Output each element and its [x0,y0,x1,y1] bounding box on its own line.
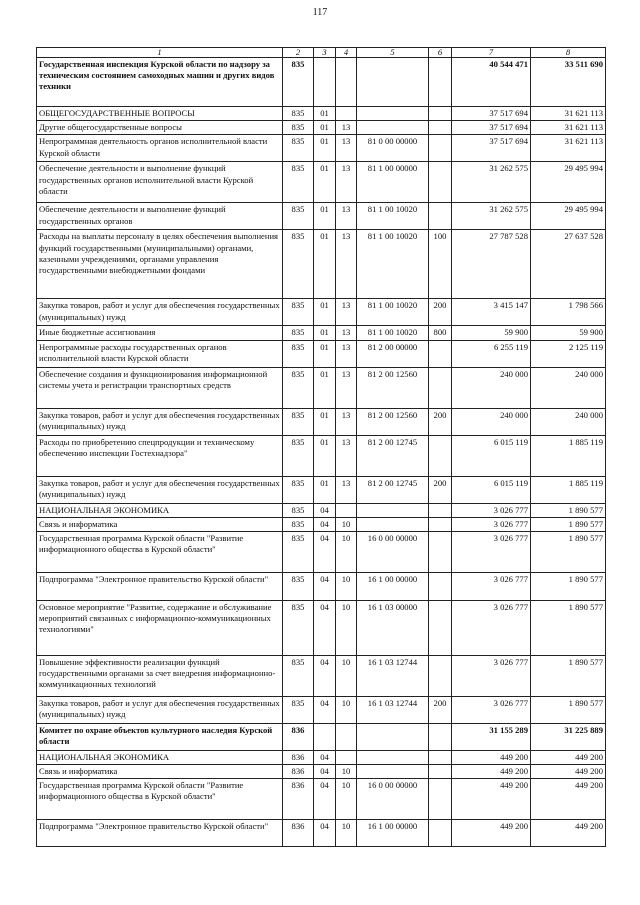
cell-sum-year2: 449 200 [531,750,606,764]
cell-sum-year2: 1 890 577 [531,531,606,572]
table-row [37,765,606,779]
cell-podrazdel: 13 [336,203,357,230]
cell-grbs: 836 [283,723,314,750]
cell-sum-year1: 3 026 777 [452,696,531,723]
cell-name: Закупка товаров, работ и услуг для обеспечения государственных (муниципальных) нужд [37,299,283,326]
cell-grbs: 835 [283,435,314,476]
cell-grbs: 835 [283,531,314,572]
cell-sum-year1: 37 517 694 [452,107,531,121]
cell-vr [429,531,452,572]
cell-podrazdel: 13 [336,476,357,503]
cell-name: Расходы на выплаты персоналу в целях обеспечения выполнения функций государственными (муниципальными) органами, казенными учреждениями, органами управления государственными внебюджетными фондами [37,230,283,299]
cell-name: Комитет по охране объектов культурного наследия Курской области [37,723,283,750]
cell-csr: 81 0 00 00000 [357,135,429,162]
cell-grbs: 835 [283,107,314,121]
cell-sum-year2: 449 200 [531,779,606,820]
cell-podrazdel [336,107,357,121]
cell-sum-year1: 31 262 575 [452,203,531,230]
table-row [37,655,606,696]
table-row [37,107,606,121]
cell-razdel: 01 [314,107,336,121]
cell-sum-year2: 2 125 119 [531,340,606,367]
header-cell: 6 [429,48,452,58]
cell-name: Закупка товаров, работ и услуг для обеспечения государственных (муниципальных) нужд [37,476,283,503]
cell-name: Расходы по приобретению спецпродукции и техническому обеспечению инспекции Гостехнадзора" [37,435,283,476]
cell-sum-year1: 3 026 777 [452,531,531,572]
cell-razdel: 01 [314,408,336,435]
table-row [37,820,606,847]
cell-sum-year1: 449 200 [452,820,531,847]
cell-vr [429,121,452,135]
table-row [37,162,606,203]
cell-vr [429,723,452,750]
cell-vr [429,820,452,847]
cell-podrazdel [336,58,357,107]
cell-csr: 81 1 00 10020 [357,203,429,230]
cell-csr [357,765,429,779]
cell-razdel: 01 [314,135,336,162]
cell-podrazdel: 10 [336,655,357,696]
table-row [37,340,606,367]
cell-sum-year1: 31 155 289 [452,723,531,750]
table-row [37,135,606,162]
cell-csr: 81 1 00 10020 [357,299,429,326]
cell-csr: 16 0 00 00000 [357,531,429,572]
cell-sum-year1: 449 200 [452,765,531,779]
table-row [37,408,606,435]
cell-podrazdel: 10 [336,517,357,531]
cell-razdel: 01 [314,435,336,476]
cell-vr [429,655,452,696]
cell-grbs: 835 [283,572,314,600]
cell-grbs: 835 [283,135,314,162]
cell-csr [357,723,429,750]
cell-csr [357,503,429,517]
cell-vr [429,367,452,408]
cell-name: Основное мероприятие "Развитие, содержание и обслуживание мероприятий связанных с информационно-коммуникационных технологиями" [37,600,283,655]
cell-vr: 200 [429,408,452,435]
cell-name: НАЦИОНАЛЬНАЯ ЭКОНОМИКА [37,503,283,517]
cell-name: Обеспечение создания и функционирования информационной системы учета и регистрации транспортных средств [37,367,283,408]
cell-grbs: 835 [283,299,314,326]
cell-podrazdel: 13 [336,121,357,135]
cell-csr: 16 1 03 12744 [357,655,429,696]
cell-grbs: 836 [283,750,314,764]
cell-grbs: 835 [283,162,314,203]
cell-vr [429,107,452,121]
cell-razdel: 01 [314,476,336,503]
cell-vr [429,135,452,162]
cell-vr: 100 [429,230,452,299]
table-row [37,531,606,572]
cell-podrazdel: 10 [336,572,357,600]
cell-name: Подпрограмма "Электронное правительство Курской области" [37,820,283,847]
cell-sum-year1: 37 517 694 [452,121,531,135]
table-row [37,696,606,723]
cell-sum-year2: 1 885 119 [531,476,606,503]
cell-sum-year2: 449 200 [531,820,606,847]
cell-sum-year2: 240 000 [531,408,606,435]
cell-podrazdel: 13 [336,367,357,408]
cell-csr: 81 2 00 12745 [357,435,429,476]
cell-razdel: 04 [314,531,336,572]
cell-vr [429,162,452,203]
cell-sum-year1: 6 255 119 [452,340,531,367]
cell-podrazdel: 10 [336,696,357,723]
cell-sum-year1: 240 000 [452,408,531,435]
cell-sum-year1: 449 200 [452,750,531,764]
cell-razdel: 04 [314,750,336,764]
cell-vr [429,203,452,230]
cell-grbs: 835 [283,340,314,367]
cell-sum-year2: 29 495 994 [531,162,606,203]
table-row [37,723,606,750]
cell-grbs: 835 [283,58,314,107]
cell-grbs: 835 [283,121,314,135]
cell-sum-year2: 1 890 577 [531,572,606,600]
table-row [37,203,606,230]
cell-grbs: 836 [283,820,314,847]
cell-sum-year1: 59 900 [452,326,531,340]
cell-sum-year2: 27 637 528 [531,230,606,299]
cell-name: Связь и информатика [37,765,283,779]
cell-vr [429,779,452,820]
cell-razdel: 04 [314,820,336,847]
cell-sum-year2: 33 511 690 [531,58,606,107]
page-number: 117 [312,7,328,18]
cell-vr [429,340,452,367]
cell-grbs: 835 [283,517,314,531]
cell-sum-year1: 27 787 528 [452,230,531,299]
cell-podrazdel: 13 [336,326,357,340]
cell-razdel: 04 [314,765,336,779]
cell-sum-year2: 1 890 577 [531,600,606,655]
cell-sum-year2: 31 621 113 [531,107,606,121]
cell-sum-year2: 31 225 889 [531,723,606,750]
table-row [37,750,606,764]
cell-vr [429,435,452,476]
table-body [37,58,606,847]
cell-sum-year1: 449 200 [452,779,531,820]
header-cell: 8 [531,48,606,58]
table-row [37,517,606,531]
cell-name: Повышение эффективности реализации функций государственными органами за счет внедрения информационно-коммуникационных технологий [37,655,283,696]
cell-name: Обеспечение деятельности и выполнение функций государственных органов [37,203,283,230]
cell-csr: 16 0 00 00000 [357,779,429,820]
cell-vr [429,517,452,531]
table-row [37,600,606,655]
cell-name: Закупка товаров, работ и услуг для обеспечения государственных (муниципальных) нужд [37,696,283,723]
cell-razdel: 01 [314,230,336,299]
cell-podrazdel: 10 [336,765,357,779]
cell-sum-year1: 3 026 777 [452,517,531,531]
cell-csr: 16 1 03 12744 [357,696,429,723]
cell-vr: 200 [429,696,452,723]
cell-sum-year1: 6 015 119 [452,435,531,476]
table-row [37,779,606,820]
cell-name: Иные бюджетные ассигнования [37,326,283,340]
cell-csr [357,58,429,107]
cell-name: Закупка товаров, работ и услуг для обеспечения государственных (муниципальных) нужд [37,408,283,435]
cell-razdel: 01 [314,299,336,326]
cell-sum-year1: 6 015 119 [452,476,531,503]
cell-razdel: 04 [314,696,336,723]
cell-csr: 81 2 00 12560 [357,367,429,408]
cell-podrazdel: 13 [336,162,357,203]
cell-razdel: 01 [314,121,336,135]
cell-name: Непрограммные расходы государственных органов исполнительной власти Курской области [37,340,283,367]
cell-podrazdel: 13 [336,135,357,162]
cell-csr [357,107,429,121]
cell-razdel: 04 [314,779,336,820]
cell-grbs: 835 [283,503,314,517]
cell-sum-year2: 1 890 577 [531,696,606,723]
cell-grbs: 835 [283,696,314,723]
cell-sum-year2: 29 495 994 [531,203,606,230]
table-row [37,326,606,340]
table-row [37,299,606,326]
cell-sum-year2: 1 798 566 [531,299,606,326]
cell-csr: 16 1 00 00000 [357,820,429,847]
cell-razdel: 01 [314,203,336,230]
cell-grbs: 836 [283,779,314,820]
cell-name: Непрограммная деятельность органов исполнительной власти Курской области [37,135,283,162]
header-cell: 3 [314,48,336,58]
cell-razdel: 04 [314,655,336,696]
cell-podrazdel: 13 [336,299,357,326]
cell-vr: 200 [429,476,452,503]
cell-podrazdel: 10 [336,779,357,820]
cell-vr [429,765,452,779]
budget-table [36,47,606,847]
cell-podrazdel: 13 [336,408,357,435]
table-row [37,58,606,107]
cell-razdel: 04 [314,503,336,517]
table-row [37,230,606,299]
cell-csr: 16 1 03 00000 [357,600,429,655]
cell-razdel [314,58,336,107]
cell-razdel [314,723,336,750]
cell-csr [357,517,429,531]
cell-sum-year1: 240 000 [452,367,531,408]
cell-sum-year2: 1 890 577 [531,503,606,517]
cell-podrazdel: 10 [336,531,357,572]
cell-vr [429,572,452,600]
cell-csr: 81 2 00 12745 [357,476,429,503]
cell-sum-year1: 40 544 471 [452,58,531,107]
cell-podrazdel: 13 [336,435,357,476]
header-cell: 1 [37,48,283,58]
cell-vr: 200 [429,299,452,326]
table-row [37,572,606,600]
table-row [37,476,606,503]
cell-name: НАЦИОНАЛЬНАЯ ЭКОНОМИКА [37,750,283,764]
cell-razdel: 04 [314,600,336,655]
cell-razdel: 04 [314,572,336,600]
cell-podrazdel: 13 [336,340,357,367]
header-cell: 4 [336,48,357,58]
cell-podrazdel: 13 [336,230,357,299]
cell-sum-year1: 3 026 777 [452,600,531,655]
cell-sum-year2: 1 890 577 [531,655,606,696]
cell-vr [429,503,452,517]
cell-csr: 81 1 00 10020 [357,326,429,340]
cell-sum-year1: 37 517 694 [452,135,531,162]
cell-sum-year1: 3 026 777 [452,503,531,517]
cell-sum-year1: 3 026 777 [452,572,531,600]
cell-vr: 800 [429,326,452,340]
header-cell: 7 [452,48,531,58]
cell-grbs: 835 [283,655,314,696]
cell-podrazdel [336,723,357,750]
cell-razdel: 01 [314,162,336,203]
cell-grbs: 835 [283,326,314,340]
cell-csr: 81 2 00 00000 [357,340,429,367]
cell-name: Связь и информатика [37,517,283,531]
cell-grbs: 835 [283,408,314,435]
cell-sum-year1: 31 262 575 [452,162,531,203]
cell-razdel: 01 [314,326,336,340]
cell-sum-year2: 59 900 [531,326,606,340]
cell-sum-year2: 449 200 [531,765,606,779]
cell-grbs: 835 [283,367,314,408]
cell-name: Подпрограмма "Электронное правительство Курской области" [37,572,283,600]
cell-grbs: 836 [283,765,314,779]
cell-name: ОБЩЕГОСУДАРСТВЕННЫЕ ВОПРОСЫ [37,107,283,121]
cell-sum-year2: 31 621 113 [531,121,606,135]
cell-name: Государственная программа Курской области "Развитие информационного общества в Курской области" [37,779,283,820]
cell-csr [357,750,429,764]
cell-podrazdel [336,750,357,764]
cell-csr: 81 1 00 00000 [357,162,429,203]
cell-podrazdel: 10 [336,820,357,847]
table-row [37,503,606,517]
cell-vr [429,750,452,764]
cell-sum-year1: 3 415 147 [452,299,531,326]
cell-sum-year2: 240 000 [531,367,606,408]
cell-sum-year1: 3 026 777 [452,655,531,696]
cell-csr: 81 2 00 12560 [357,408,429,435]
cell-grbs: 835 [283,476,314,503]
cell-sum-year2: 1 885 119 [531,435,606,476]
cell-vr [429,58,452,107]
cell-grbs: 835 [283,203,314,230]
cell-name: Другие общегосударственные вопросы [37,121,283,135]
cell-name: Государственная инспекция Курской области по надзору за техническим состоянием самоходных машин и других видов техники [37,58,283,107]
header-cell: 5 [357,48,429,58]
cell-csr [357,121,429,135]
cell-vr [429,600,452,655]
cell-razdel: 01 [314,340,336,367]
cell-podrazdel [336,503,357,517]
header-cell: 2 [283,48,314,58]
cell-razdel: 01 [314,367,336,408]
cell-grbs: 835 [283,600,314,655]
cell-grbs: 835 [283,230,314,299]
cell-razdel: 04 [314,517,336,531]
header-row [37,48,606,58]
table-row [37,435,606,476]
cell-name: Обеспечение деятельности и выполнение функций государственных органов исполнительной власти Курской области [37,162,283,203]
cell-podrazdel: 10 [336,600,357,655]
cell-sum-year2: 1 890 577 [531,517,606,531]
cell-csr: 81 1 00 10020 [357,230,429,299]
cell-sum-year2: 31 621 113 [531,135,606,162]
cell-csr: 16 1 00 00000 [357,572,429,600]
cell-name: Государственная программа Курской области "Развитие информационного общества в Курской области" [37,531,283,572]
table-row [37,121,606,135]
table-row [37,367,606,408]
